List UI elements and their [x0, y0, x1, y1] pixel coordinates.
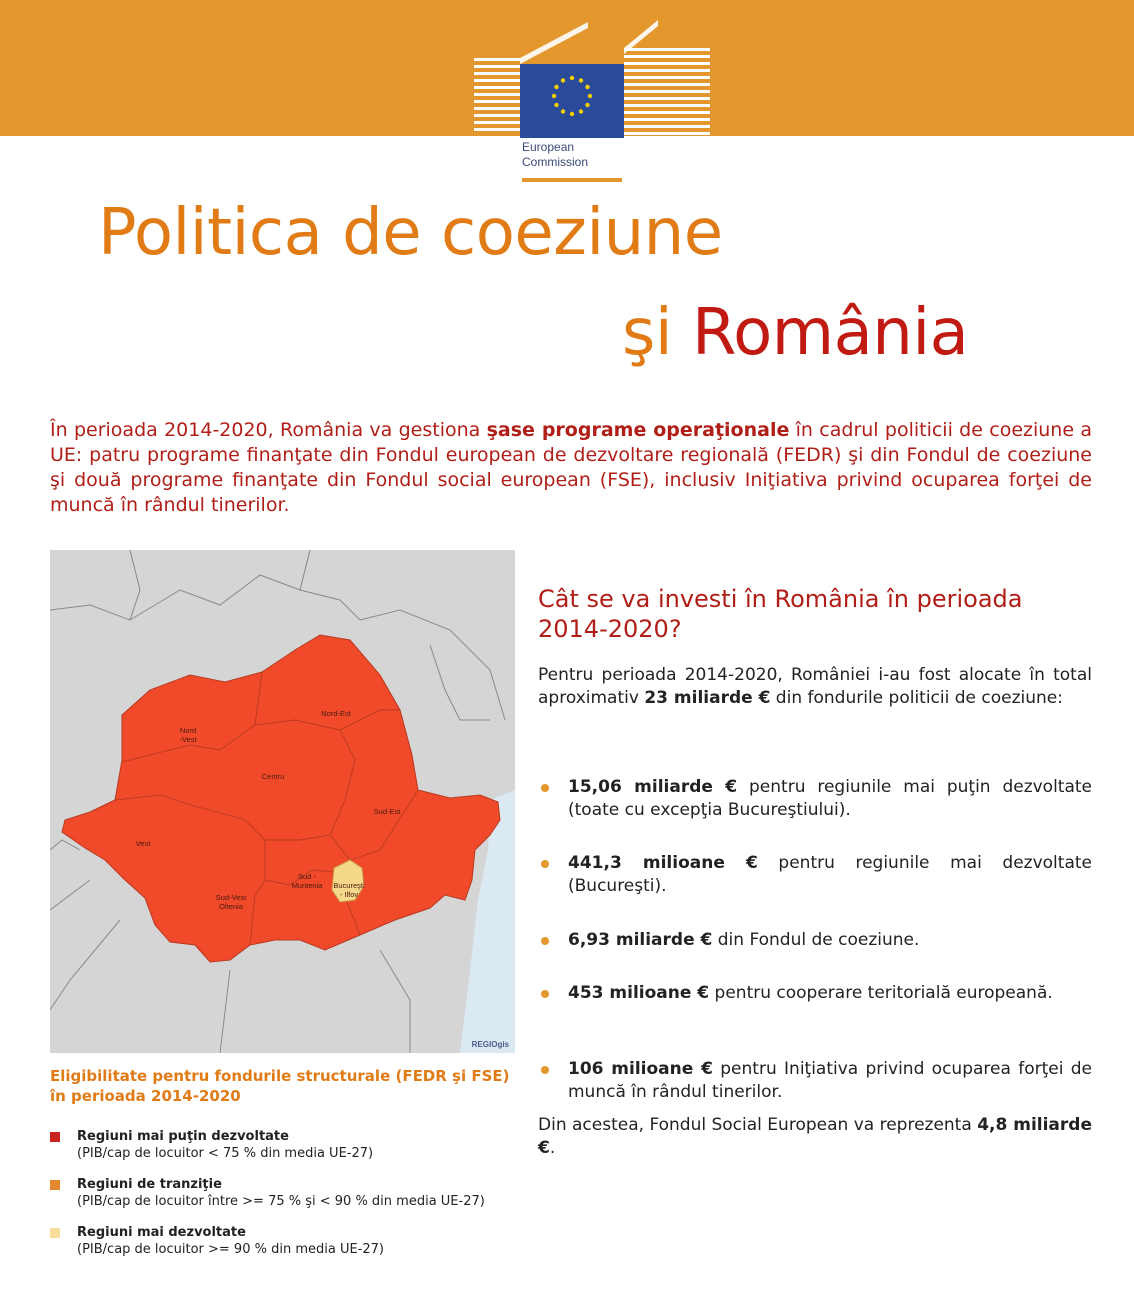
- berlaymont-logo-icon: [470, 18, 714, 138]
- closing-text-1: Din acestea, Fondul Social European va reprezenta: [538, 1115, 978, 1135]
- bullet-icon: [541, 990, 549, 998]
- org-name-line1: European: [522, 140, 575, 154]
- list-item: [538, 929, 1092, 952]
- bullet-text: pentru regiunile mai dezvoltate (Bucureşti).: [568, 853, 1092, 896]
- logo-underline: [522, 178, 622, 182]
- region-label: Vest: [135, 839, 151, 848]
- investment-total: 23 miliarde €: [644, 688, 771, 708]
- list-item: [538, 776, 1092, 822]
- list-item: [538, 1058, 1092, 1104]
- legend-swatch-more-developed: [50, 1228, 60, 1238]
- region-label: Sud-Est: [373, 807, 401, 816]
- region-label: Centru: [261, 772, 285, 781]
- bullet-amount: 6,93 miliarde €: [568, 930, 713, 950]
- page-title-line1: Politica de coeziune: [98, 196, 723, 270]
- legend-item: [50, 1128, 510, 1162]
- bullet-icon: [541, 860, 549, 868]
- legend-label: Regiuni mai dezvoltate: [77, 1225, 246, 1240]
- bullet-text: pentru cooperare teritorială europeană.: [709, 983, 1053, 1003]
- org-name-line2: Commission: [522, 155, 589, 169]
- list-item: [538, 852, 1092, 898]
- bullet-amount: 106 milioane €: [568, 1059, 713, 1079]
- region-label: Bucureşti - Ilfov: [333, 881, 365, 899]
- region-label: Sud -Muntenia: [291, 872, 323, 890]
- romania-eligibility-map: [50, 550, 515, 1053]
- closing-text-2: .: [549, 1138, 556, 1158]
- org-name: [522, 140, 588, 170]
- intro-bold: şase programe operaţionale: [486, 419, 790, 441]
- bullet-amount: 15,06 miliarde €: [568, 777, 738, 797]
- bullet-icon: [541, 784, 549, 792]
- bullet-text: pentru regiunile mai puţin dezvoltate (toate cu excepţia Bucureştiului).: [568, 777, 1093, 820]
- investment-text-1: Pentru perioada 2014-2020, României i-au fost alocate în total aproximativ: [538, 665, 1092, 708]
- intro-text-1: În perioada 2014-2020, România va gestiona: [50, 419, 487, 441]
- map-legend: [50, 1128, 510, 1272]
- legend-item: [50, 1224, 510, 1258]
- map-credit: REGIOgis: [471, 1040, 509, 1049]
- region-label: Sud-Vest Oltenia: [215, 893, 247, 911]
- investment-paragraph: [538, 664, 1092, 710]
- title-prefix: şi: [622, 296, 673, 370]
- intro-paragraph: [50, 418, 1092, 518]
- legend-swatch-less-developed: [50, 1132, 60, 1142]
- intro-text-2: în cadrul politicii de coeziune a UE: patru programe finanţate din Fondul european de dezvoltare regională (FEDR) şi din Fondul de coeziune şi două programe finanţate din Fondul social european (FSE), inclusiv Iniţiativa privind ocuparea forţei de muncă în rândul tinerilor.: [50, 419, 1092, 516]
- european-commission-logo[interactable]: [470, 18, 714, 184]
- title-highlight: România: [691, 296, 969, 370]
- bullet-icon: [541, 937, 549, 945]
- legend-swatch-transition: [50, 1180, 60, 1190]
- bullet-amount: 441,3 milioane €: [568, 853, 758, 873]
- list-item: [538, 982, 1092, 1005]
- page-title-line2: [622, 296, 968, 370]
- map-caption: Eligibilitate pentru fondurile structurale (FEDR şi FSE) în perioada 2014-2020: [50, 1067, 510, 1105]
- investment-heading: Cât se va investi în România în perioada 2014-2020?: [538, 585, 1023, 643]
- investment-text-2: din fondurile politicii de coeziune:: [770, 688, 1063, 708]
- legend-item: [50, 1176, 510, 1210]
- bullet-text: pentru Iniţiativa privind ocuparea forţei de muncă în rândul tinerilor.: [568, 1059, 1092, 1102]
- legend-desc: (PIB/cap de locuitor < 75 % din media UE-27): [77, 1146, 374, 1161]
- legend-label: Regiuni mai puţin dezvoltate: [77, 1129, 289, 1144]
- legend-desc: (PIB/cap de locuitor între >= 75 % şi < 90 % din media UE-27): [77, 1194, 485, 1209]
- bullet-text: din Fondul de coeziune.: [712, 930, 920, 950]
- region-label: Nord -Vest: [179, 726, 197, 744]
- region-label: Nord-Est: [321, 709, 351, 718]
- bullet-icon: [541, 1066, 549, 1074]
- bullet-amount: 453 milioane €: [568, 983, 710, 1003]
- closing-paragraph: [538, 1114, 1092, 1160]
- legend-desc: (PIB/cap de locuitor >= 90 % din media UE-27): [77, 1242, 384, 1257]
- legend-label: Regiuni de tranziţie: [77, 1177, 222, 1192]
- map-svg: [50, 550, 515, 1053]
- closing-amount: 4,8 miliarde €: [538, 1115, 1092, 1158]
